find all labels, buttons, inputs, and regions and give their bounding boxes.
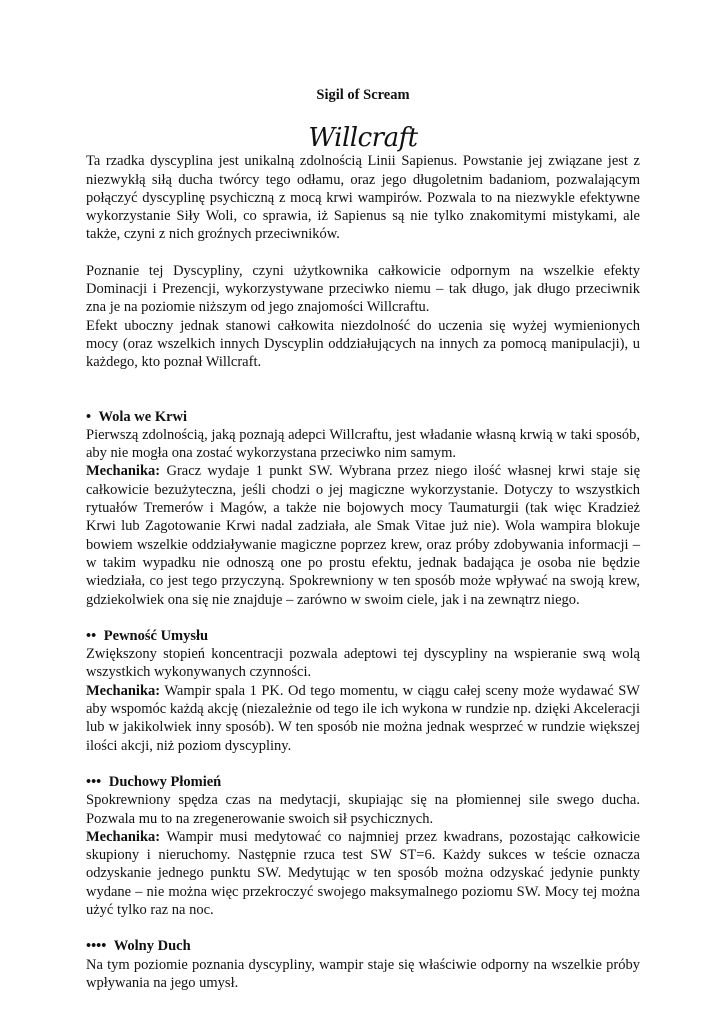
power-heading-3 (86, 773, 640, 791)
power-heading-2 (86, 627, 640, 645)
power-mechanics-3 (86, 828, 640, 919)
intro-paragraph-2: Poznanie tej Dyscypliny, czyni użytkownika całkowicie odpornym na wszelkie efekty Dominacji i Prezencji, wykorzystywane przeciwko niemu – tak długo, jak długo przeciwnik zna je na poziomie niższym od jego znajomości Willcraftu. (86, 262, 640, 316)
power-dots-4: •••• (86, 938, 107, 955)
power-dots-1: • (86, 408, 92, 425)
power-name-1: Wola we Krwi (98, 408, 188, 425)
script-heading: Willcraft (308, 123, 418, 154)
power-dots-3: ••• (86, 773, 102, 790)
power-description-1: Pierwszą zdolnością, jaką poznają adepci Willcraftu, jest władanie własną krwią w taki sposób, aby nie mogła ona zostać wykorzystana przeciwko nim samym. (86, 426, 640, 462)
power-heading-4 (86, 937, 640, 955)
power-dots-2: •• (86, 627, 97, 644)
intro-paragraph-1: Ta rzadka dyscyplina jest unikalną zdolnością Linii Sapienus. Powstanie jej związane jest z niezwykłą siłą ducha twórcy tego odłamu, oraz jego długoletnim badaniom, pozwalającym połączyć dyscyplinę psychiczną z mocą krwi wampirów. Pozwala to na niezwykle efektywne wykorzystanie Siły Woli, co sprawia, iż Sapienus są nie tylko znakomitymi mistykami, ale także, czyni z nich groźnych przeciwników. (86, 153, 640, 243)
power-heading-1 (86, 408, 640, 426)
power-mechanics-1 (86, 462, 640, 608)
mechanics-label: Mechanika: (86, 463, 161, 480)
power-name-2: Pewność Umysłu (103, 627, 209, 644)
document-page (86, 86, 640, 992)
document-title: Sigil of Scream (316, 87, 410, 103)
power-name-4: Wolny Duch (113, 938, 191, 955)
power-mechanics-text-3: Wampir musi medytować co najmniej przez kwadrans, pozostając całkowicie skupiony i nieruchomy. Następnie rzuca test SW ST=6. Każdy sukces w teście oznacza odzyskanie jednego punktu SW. Medytując w ten sposób można odzyskać jedynie punkty wydane – nie można więc przekroczyć swojego maksymalnego poziomu SW. Mocy tej można użyć tylko raz na noc. (86, 828, 640, 918)
power-mechanics-text-1: Gracz wydaje 1 punkt SW. Wybrana przez niego ilość własnej krwi staje się całkowicie bezużyteczna, jeśli chodzi o jej magiczne wykorzystanie. Dotyczy to wszystkich rytuałów Tremerów i Magów, a także nie bojowych mocy Taumaturgii (tak więc Kradzież Krwi lub Zagotowanie Krwi nadal zadziała, ale Smak Vitae już nie). Wola wampira blokuje bowiem wszelkie oddziaływanie magiczne poprzez krew, oraz próby zdobywania informacji – w takim wypadku nie odnoszą one po prostu efektu, jednak badająca je osoba nie będzie wiedziała, co jest tego przyczyną. Spokrewniony w ten sposób może wpływać na swoją krew, gdziekolwiek ona się nie znajduje – zarówno w swoim ciele, jak i na zewnątrz niego. (86, 463, 641, 608)
power-mechanics-2 (86, 682, 640, 755)
power-mechanics-text-2: Wampir spala 1 PK. Od tego momentu, w ciągu całej sceny może wydawać SW aby wspomóc każdą akcję (niezależnie od tego ile ich wykona w rundzie np. dzięki Akceleracji lub w jakikolwiek inny sposób). W ten sposób nie można jednak wesprzeć w rundzie większej ilości akcji, niż poziom dyscypliny. (86, 682, 640, 754)
mechanics-label: Mechanika: (86, 828, 161, 845)
power-description-3: Spokrewniony spędza czas na medytacji, skupiając się na płomiennej sile swego ducha. Pozwala mu to na zregenerowanie swoich sił psychicznych. (86, 792, 640, 827)
power-name-3: Duchowy Płomień (108, 773, 222, 790)
intro-paragraph-3: Efekt uboczny jednak stanowi całkowita niezdolność do uczenia się wyżej wymienionych mocy (oraz wszelkich innych Dyscyplin oddziałujących na innych za pomocą manipulacji), u każdego, kto poznał Willcraft. (86, 317, 640, 371)
mechanics-label: Mechanika: (86, 682, 161, 699)
power-description-2: Zwiększony stopień koncentracji pozwala adeptowi tej dyscypliny na wspieranie swą wolą wszystkich wykonywanych czynności. (86, 646, 640, 681)
power-description-4: Na tym poziomie poznania dyscypliny, wampir staje się właściwie odporny na wszelkie próby wpływania na jego umysł. (86, 956, 640, 991)
